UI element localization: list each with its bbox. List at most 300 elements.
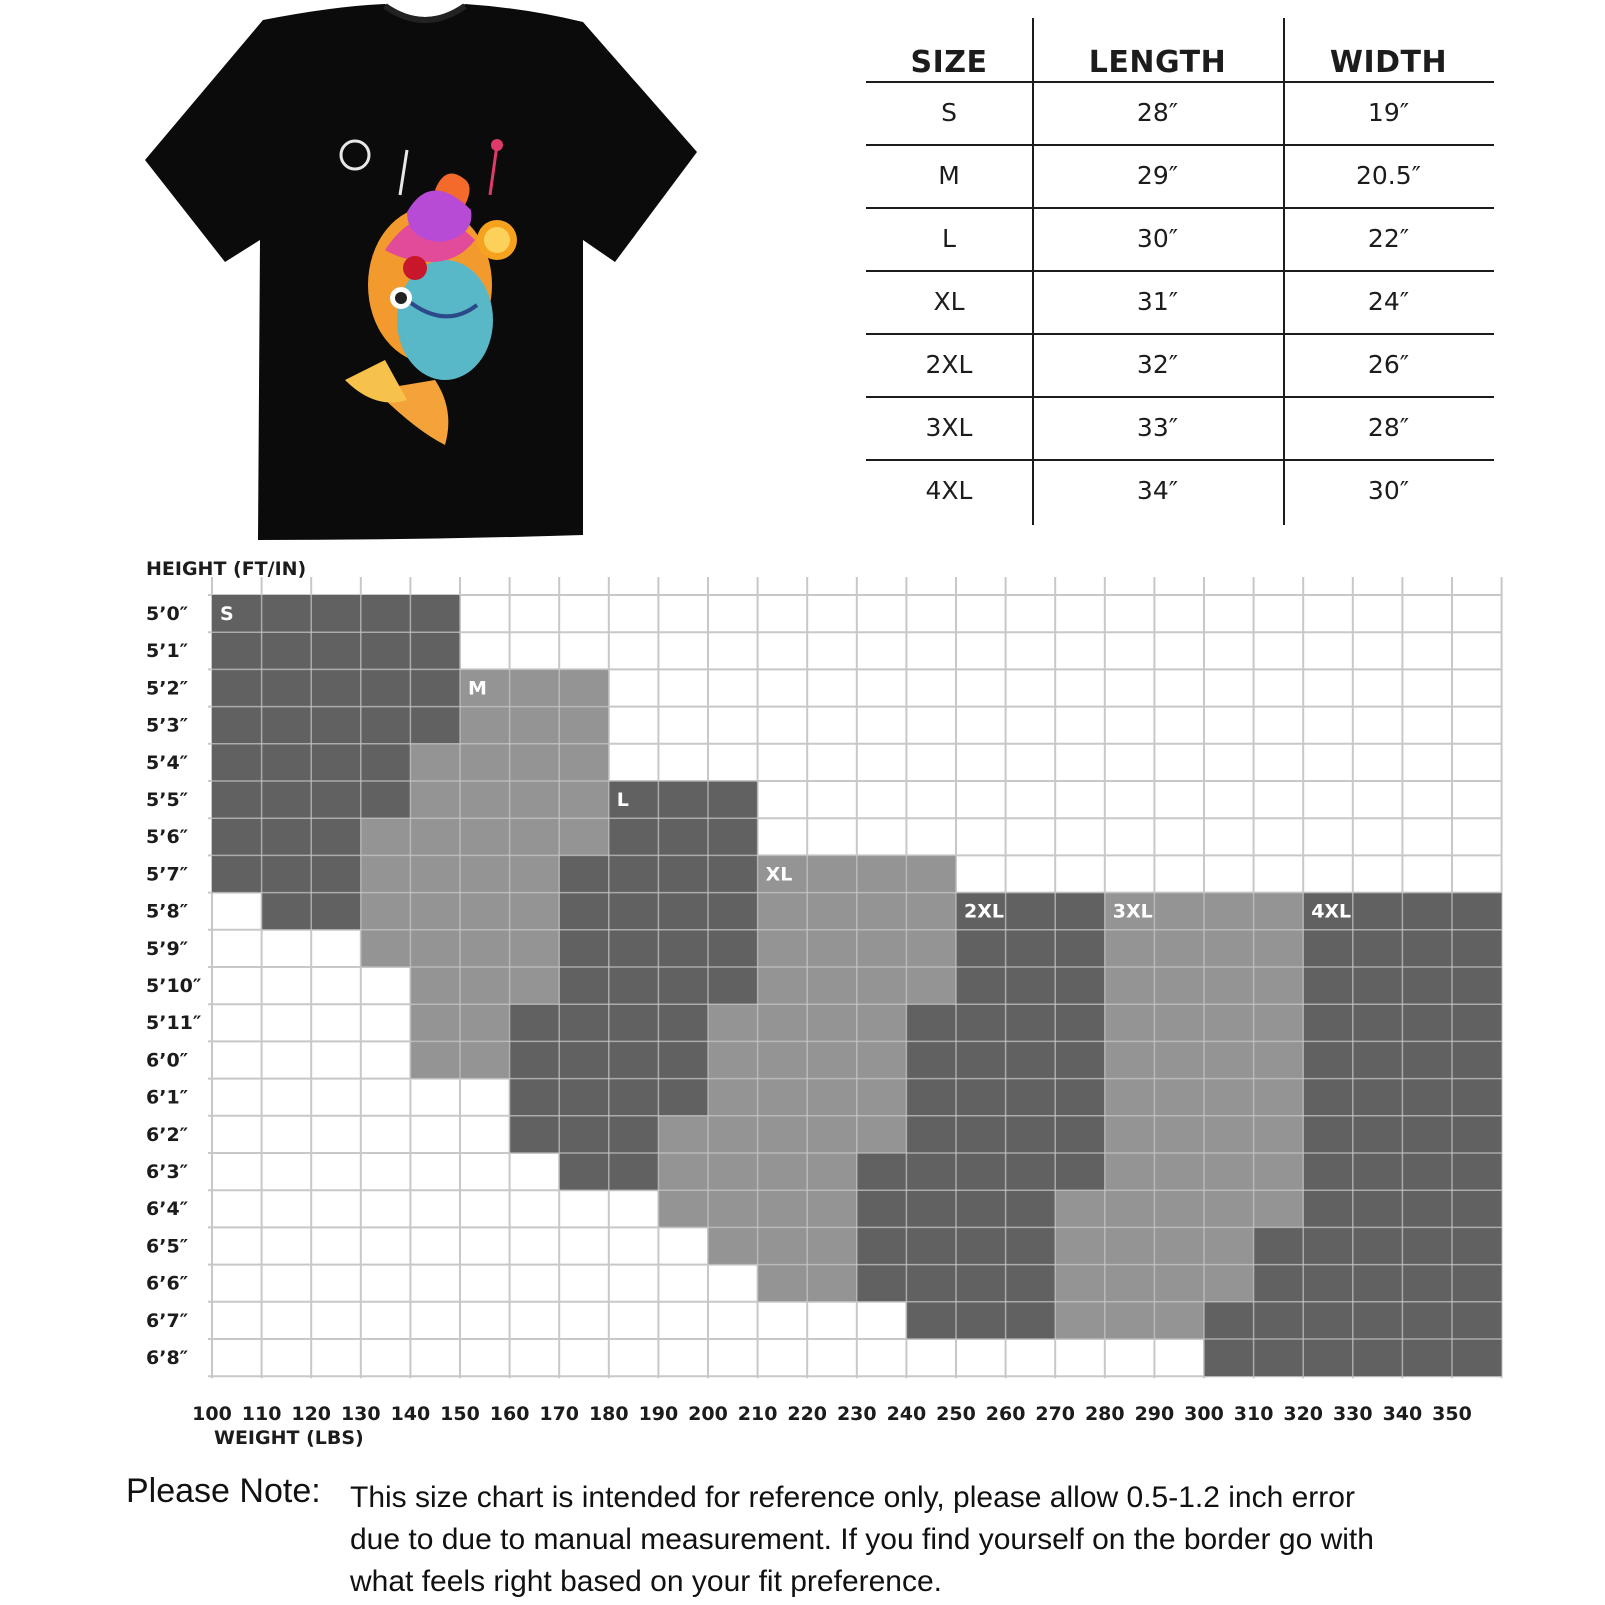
size-cell-4xl (1353, 1004, 1403, 1041)
size-cell-3xl (1204, 1190, 1254, 1227)
size-cell-m (510, 707, 560, 744)
size-cell-xl (708, 1227, 758, 1264)
size-cell-m (510, 893, 560, 930)
size-cell-2xl (906, 1004, 956, 1041)
size-cell-2xl (1006, 1265, 1056, 1302)
size-cell-2xl (956, 1302, 1006, 1339)
size-cell-xl (807, 1190, 857, 1227)
size-cell-xl (857, 893, 907, 930)
size-cell-l (609, 1041, 659, 1078)
size-cell-2xl (956, 1153, 1006, 1190)
size-cell-4xl (1402, 1190, 1452, 1227)
size-cell-l (609, 855, 659, 892)
size-cell-s (262, 818, 312, 855)
size-cell-xl (758, 1079, 808, 1116)
y-tick-label: 5’0″ (146, 603, 189, 625)
size-cell-3xl (1254, 1079, 1304, 1116)
size-cell-2xl (1006, 967, 1056, 1004)
x-tick-label: 180 (588, 1403, 629, 1425)
length-cell: 32″ (1136, 350, 1179, 379)
size-cell-3xl (1105, 1116, 1155, 1153)
x-tick-label: 110 (241, 1403, 282, 1425)
size-cell-m (559, 744, 609, 781)
size-cell-4xl (1402, 930, 1452, 967)
size-cell-2xl (906, 1041, 956, 1078)
y-tick-label: 5’8″ (146, 900, 189, 923)
y-tick-label: 5’5″ (146, 789, 189, 811)
x-tick-label: 240 (886, 1403, 927, 1425)
y-axis-title: HEIGHT (FT/IN) (146, 558, 307, 580)
y-tick-label: 5’10″ (146, 975, 202, 997)
size-cell-2xl (1055, 1116, 1105, 1153)
size-cell-xl (807, 967, 857, 1004)
size-cell-xl (857, 967, 907, 1004)
size-cell-m (410, 930, 460, 967)
size-cell: 4XL (925, 476, 973, 505)
size-cell-xl (807, 1004, 857, 1041)
size-cell-2xl (1006, 1302, 1056, 1339)
size-cell-l (609, 930, 659, 967)
size-cell-4xl (1452, 967, 1502, 1004)
size-cell-4xl (1303, 1190, 1353, 1227)
size-cell-s (212, 855, 262, 892)
size-cell-3xl (1055, 1227, 1105, 1264)
y-tick-label: 5’2″ (146, 677, 189, 700)
x-tick-label: 260 (985, 1403, 1026, 1425)
size-cell-4xl (1452, 1079, 1502, 1116)
size-cell-4xl (1353, 1041, 1403, 1078)
size-cell-3xl (1105, 1302, 1155, 1339)
size-cell-l (559, 930, 609, 967)
size-cell-4xl (1402, 1265, 1452, 1302)
y-tick-label: 6’1″ (146, 1086, 189, 1109)
size-cell-m (410, 855, 460, 892)
size-cell-xl (708, 1116, 758, 1153)
size-cell-xl (857, 1004, 907, 1041)
size-cell-4xl (1353, 1302, 1403, 1339)
x-tick-label: 330 (1332, 1403, 1373, 1425)
size-cell-3xl (1105, 1265, 1155, 1302)
size-cell-2xl (956, 930, 1006, 967)
size-cell-s (311, 595, 361, 632)
size-cell-m (410, 893, 460, 930)
size-cell-s (311, 893, 361, 930)
size-cell-2xl (956, 1041, 1006, 1078)
size-cell-xl (807, 1116, 857, 1153)
size-cell-3xl (1204, 1004, 1254, 1041)
size-cell-xl (708, 1190, 758, 1227)
size-cell-2xl (906, 1190, 956, 1227)
note-line: This size chart is intended for reference only, please allow 0.5-1.2 inch error (350, 1481, 1355, 1514)
size-cell-xl (758, 893, 808, 930)
size-cell-3xl (1154, 1004, 1204, 1041)
size-cell-2xl (857, 1153, 907, 1190)
size-cell-3xl (1254, 1153, 1304, 1190)
size-cell-4xl (1452, 1302, 1502, 1339)
size-cell-xl (857, 1041, 907, 1078)
size-cell-l (609, 818, 659, 855)
size-cell-4xl (1353, 1116, 1403, 1153)
y-tick-label: 6’2″ (146, 1123, 189, 1146)
table-header-size: SIZE (910, 45, 988, 80)
size-cell: 3XL (925, 413, 973, 442)
size-cell-3xl (1204, 1265, 1254, 1302)
size-cell-2xl (1006, 1041, 1056, 1078)
size-cell-s (262, 632, 312, 669)
size-cell-l (658, 1004, 708, 1041)
size-cell-l (658, 893, 708, 930)
size-cell-l (658, 818, 708, 855)
table-header-width: WIDTH (1329, 45, 1448, 80)
size-cell-m (460, 967, 510, 1004)
size-cell-l (510, 1004, 560, 1041)
size-cell-l (658, 855, 708, 892)
size-cell-3xl (1055, 1302, 1105, 1339)
width-cell: 30″ (1367, 476, 1410, 505)
size-cell-m (460, 1004, 510, 1041)
size-cell-3xl (1204, 1227, 1254, 1264)
size-cell-s (361, 632, 411, 669)
y-tick-label: 6’0″ (146, 1049, 189, 1072)
width-cell: 26″ (1367, 350, 1410, 379)
size-cell-l (510, 1116, 560, 1153)
size-cell-3xl (1204, 1041, 1254, 1078)
size-cell-s (410, 669, 460, 706)
size-cell-2xl (1006, 930, 1056, 967)
size-cell-xl (758, 1227, 808, 1264)
size-cell-xl (758, 1004, 808, 1041)
size-cell-2xl (1055, 1079, 1105, 1116)
note-line: what feels right based on your fit preference. (350, 1565, 943, 1598)
width-cell: 22″ (1367, 224, 1410, 253)
size-cell-s (212, 669, 262, 706)
size-cell-3xl (1254, 893, 1304, 930)
size-cell-4xl (1452, 1339, 1502, 1376)
size-cell-l (559, 893, 609, 930)
size-cell-m (460, 781, 510, 818)
size-cell-l (658, 930, 708, 967)
note-text (350, 1477, 1500, 1603)
size-cell-s (361, 744, 411, 781)
size-cell: 2XL (925, 350, 973, 379)
size-cell: M (938, 161, 960, 190)
size-cell-m (559, 669, 609, 706)
size-cell-3xl (1105, 1227, 1155, 1264)
size-cell-s (311, 669, 361, 706)
size-cell-m (460, 1041, 510, 1078)
note-line: due to due to manual measurement. If you find yourself on the border go with (350, 1523, 1374, 1556)
size-cell-3xl (1154, 1265, 1204, 1302)
size-cell-2xl (956, 1265, 1006, 1302)
y-tick-label: 5’3″ (146, 714, 189, 737)
size-cell-2xl (906, 1079, 956, 1116)
size-cell-4xl (1303, 1339, 1353, 1376)
x-tick-label: 340 (1382, 1403, 1423, 1425)
size-cell-3xl (1204, 930, 1254, 967)
size-cell-3xl (1204, 1153, 1254, 1190)
size-cell-xl (758, 1153, 808, 1190)
size-cell-4xl (1254, 1302, 1304, 1339)
size-cell-xl (807, 893, 857, 930)
size-cell-l (559, 1079, 609, 1116)
size-cell-2xl (1006, 1190, 1056, 1227)
size-cell-m (559, 781, 609, 818)
size-label-m: M (468, 677, 487, 700)
size-cell-2xl (1006, 1153, 1056, 1190)
size-cell-4xl (1353, 1153, 1403, 1190)
x-tick-label: 310 (1233, 1403, 1274, 1425)
size-cell-4xl (1204, 1302, 1254, 1339)
size-cell-xl (658, 1116, 708, 1153)
size-cell-xl (857, 1079, 907, 1116)
size-cell-m (361, 893, 411, 930)
size-cell-3xl (1105, 930, 1155, 967)
x-tick-label: 220 (787, 1403, 828, 1425)
size-cell-xl (807, 1227, 857, 1264)
size-cell-s (212, 632, 262, 669)
size-cell-4xl (1353, 893, 1403, 930)
size-cell-4xl (1204, 1339, 1254, 1376)
width-cell: 20.5″ (1355, 161, 1421, 190)
size-cell-xl (807, 855, 857, 892)
x-tick-label: 350 (1432, 1403, 1472, 1425)
size-cell-4xl (1303, 1041, 1353, 1078)
size-cell-s (361, 669, 411, 706)
x-tick-label: 170 (539, 1403, 580, 1425)
size-cell-3xl (1204, 967, 1254, 1004)
size-cell-m (460, 744, 510, 781)
size-cell-m (410, 967, 460, 1004)
size-cell-xl (906, 855, 956, 892)
y-tick-label: 5’4″ (146, 751, 189, 774)
size-cell-2xl (1006, 1004, 1056, 1041)
size-cell-2xl (956, 967, 1006, 1004)
size-cell-l (559, 1116, 609, 1153)
size-cell-4xl (1303, 1153, 1353, 1190)
size-cell-m (410, 1004, 460, 1041)
size-cell-2xl (906, 1153, 956, 1190)
y-tick-label: 6’3″ (146, 1161, 189, 1183)
size-cell-m (460, 855, 510, 892)
size-cell-2xl (1055, 1004, 1105, 1041)
size-cell-l (559, 1004, 609, 1041)
x-tick-label: 140 (390, 1403, 431, 1425)
size-cell-3xl (1204, 1116, 1254, 1153)
x-tick-label: 190 (638, 1403, 679, 1425)
size-cell-l (559, 967, 609, 1004)
size-cell-m (510, 855, 560, 892)
size-cell-2xl (956, 1004, 1006, 1041)
size-cell-xl (857, 855, 907, 892)
size-cell-2xl (1055, 930, 1105, 967)
size-cell-4xl (1452, 1004, 1502, 1041)
size-cell-m (410, 781, 460, 818)
size-cell-l (609, 1004, 659, 1041)
size-cell-xl (906, 967, 956, 1004)
size-cell-l (708, 893, 758, 930)
size-label-4xl: 4XL (1311, 900, 1352, 923)
size-cell-xl (758, 1041, 808, 1078)
size-cell-3xl (1254, 1116, 1304, 1153)
size-cell-4xl (1353, 1227, 1403, 1264)
size-cell-l (609, 1079, 659, 1116)
size-cell-l (658, 1041, 708, 1078)
size-cell-l (658, 1079, 708, 1116)
size-cell-m (460, 707, 510, 744)
x-tick-label: 120 (291, 1403, 332, 1425)
x-tick-label: 280 (1084, 1403, 1125, 1425)
size-cell-m (510, 930, 560, 967)
x-tick-label: 250 (936, 1403, 976, 1425)
x-tick-label: 160 (489, 1403, 530, 1425)
size-cell-2xl (1006, 1116, 1056, 1153)
x-tick-label: 270 (1035, 1403, 1076, 1425)
y-tick-label: 6’8″ (146, 1347, 189, 1369)
size-cell-l (708, 967, 758, 1004)
size-cell-s (262, 669, 312, 706)
size-cell-4xl (1402, 967, 1452, 1004)
size-cell-s (361, 781, 411, 818)
size-cell-4xl (1402, 1339, 1452, 1376)
size-cell-4xl (1303, 1079, 1353, 1116)
size-cell-4xl (1353, 1190, 1403, 1227)
size-cell-3xl (1154, 1227, 1204, 1264)
y-tick-label: 5’1″ (146, 640, 189, 663)
size-cell-2xl (1055, 1041, 1105, 1078)
size-cell-s (311, 744, 361, 781)
size-cell-4xl (1402, 1041, 1452, 1078)
size-cell-2xl (1006, 1079, 1056, 1116)
size-cell-2xl (906, 1227, 956, 1264)
size-cell-3xl (1254, 1004, 1304, 1041)
size-cell-4xl (1353, 930, 1403, 967)
size-cell-4xl (1303, 930, 1353, 967)
size-cell-2xl (956, 1116, 1006, 1153)
size-cell: XL (933, 287, 965, 316)
size-cell-4xl (1303, 1004, 1353, 1041)
size-cell-4xl (1303, 1227, 1353, 1264)
size-cell-3xl (1154, 1041, 1204, 1078)
width-cell: 28″ (1367, 413, 1410, 442)
size-cell-l (559, 1041, 609, 1078)
size-cell-4xl (1402, 1116, 1452, 1153)
size-cell-s (212, 707, 262, 744)
size-cell-m (410, 744, 460, 781)
length-cell: 33″ (1136, 413, 1179, 442)
size-cell-3xl (1154, 1153, 1204, 1190)
size-cell-m (361, 930, 411, 967)
size-cell-xl (658, 1190, 708, 1227)
note-label: Please Note: (126, 1472, 321, 1510)
size-cell-s (311, 818, 361, 855)
size-cell-l (559, 855, 609, 892)
size-cell-2xl (956, 1079, 1006, 1116)
size-cell-xl (758, 930, 808, 967)
size-cell-s (361, 595, 411, 632)
width-cell: 24″ (1367, 287, 1410, 316)
size-cell-xl (758, 1190, 808, 1227)
size-cell-2xl (1055, 967, 1105, 1004)
size-cell-l (510, 1079, 560, 1116)
size-cell-4xl (1353, 1079, 1403, 1116)
size-cell-xl (807, 1265, 857, 1302)
y-tick-label: 6’6″ (146, 1272, 189, 1295)
size-cell-m (460, 930, 510, 967)
size-cell-4xl (1452, 1153, 1502, 1190)
size-cell-m (410, 1041, 460, 1078)
size-cell-s (262, 855, 312, 892)
y-tick-label: 6’5″ (146, 1235, 189, 1258)
size-cell-4xl (1402, 1004, 1452, 1041)
size-cell: L (942, 224, 956, 253)
size-cell-4xl (1452, 1041, 1502, 1078)
size-cell-m (361, 818, 411, 855)
length-cell: 29″ (1136, 161, 1179, 190)
size-cell-4xl (1452, 1265, 1502, 1302)
length-cell: 30″ (1136, 224, 1179, 253)
x-tick-label: 200 (688, 1403, 728, 1425)
size-cell-s (311, 781, 361, 818)
size-cell-xl (758, 1116, 808, 1153)
size-cell-s (410, 707, 460, 744)
size-cell-m (510, 781, 560, 818)
size-cell-4xl (1254, 1227, 1304, 1264)
size-cell-xl (807, 1041, 857, 1078)
size-cell-4xl (1353, 967, 1403, 1004)
size-cell-l (708, 855, 758, 892)
size-cell-xl (708, 1079, 758, 1116)
size-cell-xl (857, 1116, 907, 1153)
size-cell-xl (807, 1079, 857, 1116)
size-cell-3xl (1105, 1004, 1155, 1041)
size-cell-3xl (1055, 1190, 1105, 1227)
size-cell-3xl (1154, 1190, 1204, 1227)
x-tick-label: 100 (192, 1403, 232, 1425)
y-tick-label: 5’11″ (146, 1012, 202, 1035)
size-label-l: L (616, 789, 629, 811)
size-cell-4xl (1402, 1079, 1452, 1116)
size-cell-2xl (857, 1227, 907, 1264)
size-cell-3xl (1105, 1153, 1155, 1190)
size-cell-l (609, 967, 659, 1004)
size-label-3xl: 3XL (1112, 900, 1153, 923)
size-cell-3xl (1204, 1079, 1254, 1116)
size-cell: S (941, 98, 957, 127)
size-cell-3xl (1154, 893, 1204, 930)
size-cell-3xl (1204, 893, 1254, 930)
size-cell-m (510, 669, 560, 706)
size-cell-2xl (1006, 893, 1056, 930)
size-cell-3xl (1154, 930, 1204, 967)
width-cell: 19″ (1367, 98, 1410, 127)
y-tick-label: 5’7″ (146, 863, 189, 886)
size-cell-4xl (1402, 893, 1452, 930)
size-cell-3xl (1254, 1190, 1304, 1227)
size-cell-xl (906, 930, 956, 967)
size-cell-xl (807, 1153, 857, 1190)
size-cell-l (510, 1041, 560, 1078)
size-cell-3xl (1154, 967, 1204, 1004)
x-tick-label: 130 (340, 1403, 381, 1425)
size-cell-2xl (857, 1190, 907, 1227)
size-cell-s (311, 632, 361, 669)
y-tick-label: 6’7″ (146, 1309, 189, 1332)
size-cell-4xl (1303, 1302, 1353, 1339)
x-tick-label: 230 (836, 1403, 877, 1425)
size-cell-s (361, 707, 411, 744)
table-header-length: LENGTH (1088, 45, 1227, 80)
size-cell-xl (857, 930, 907, 967)
